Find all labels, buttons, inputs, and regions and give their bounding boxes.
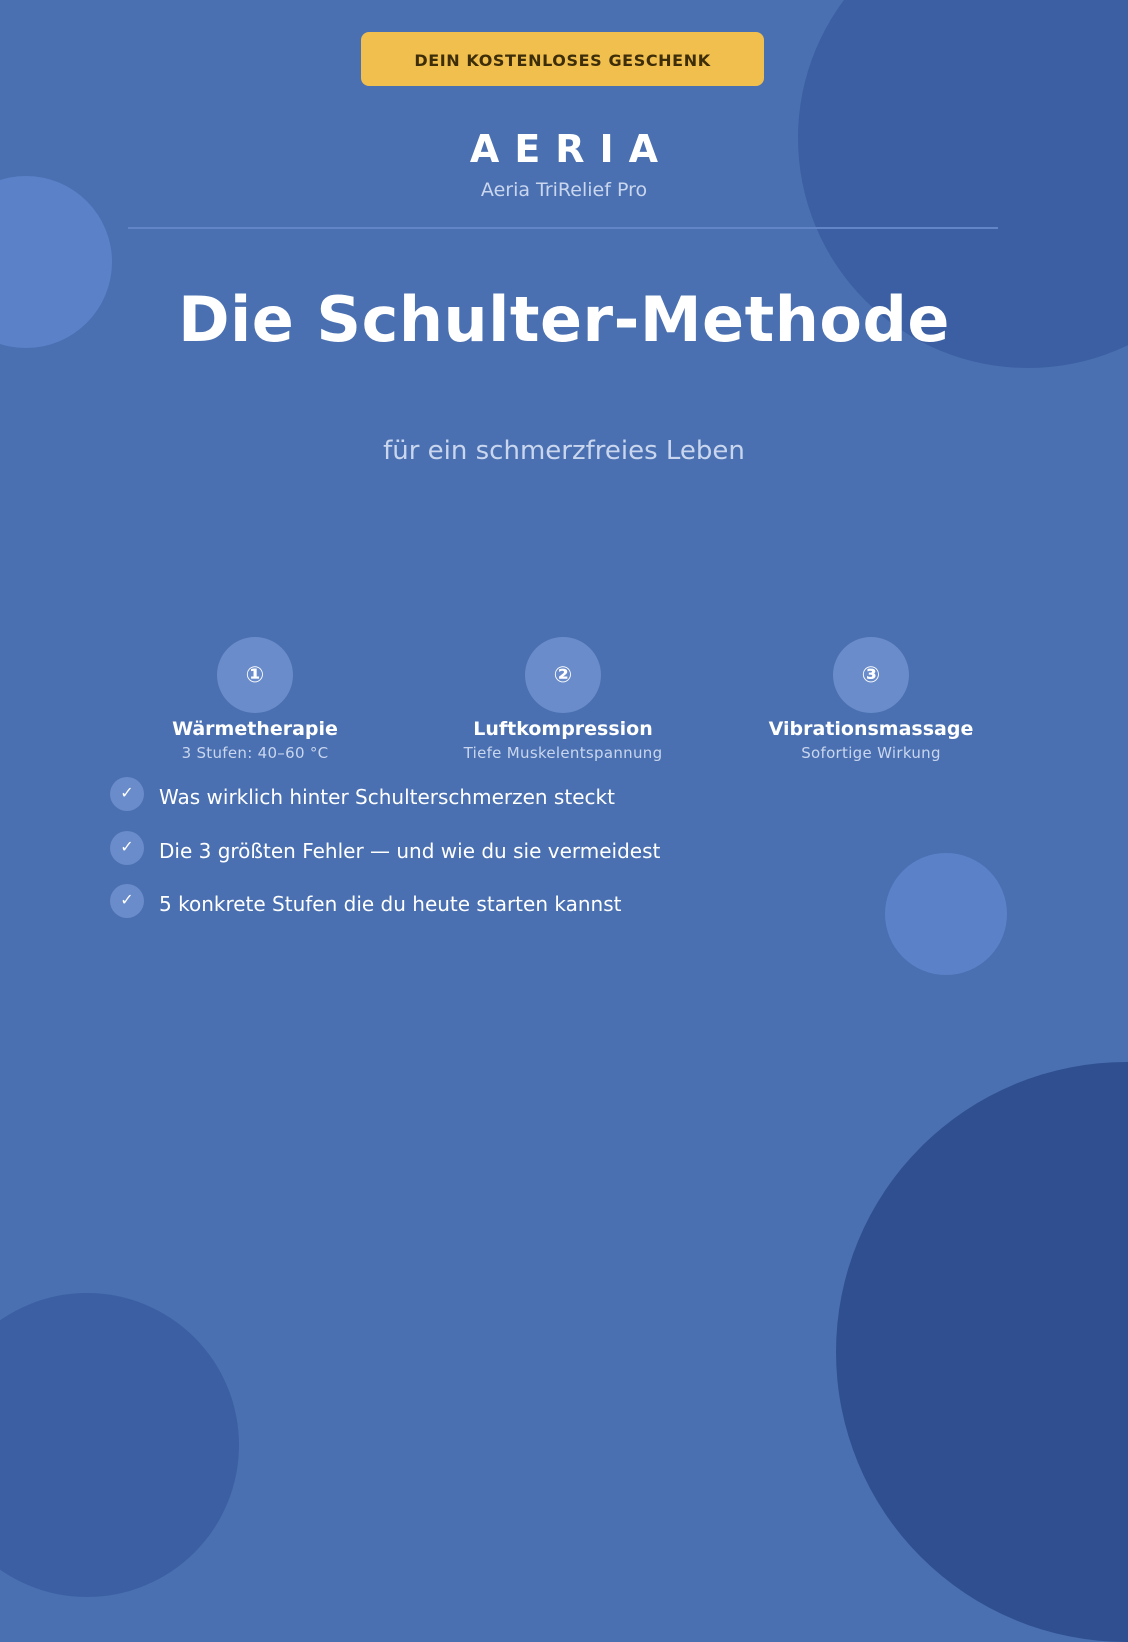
benefits-checklist <box>110 777 870 938</box>
feature-item-air-compression <box>409 637 717 763</box>
list-item <box>110 831 870 865</box>
brand-logo: AERIA <box>469 127 674 171</box>
feature-number-badge: ① <box>217 637 293 713</box>
checkmark-icon: ✓ <box>110 884 144 918</box>
feature-description: Sofortige Wirkung <box>801 744 941 762</box>
product-name: Aeria TriRelief Pro <box>480 179 648 201</box>
feature-item-vibration-massage <box>717 637 1025 763</box>
feature-description: Tiefe Muskelentspannung <box>463 744 663 762</box>
feature-title: Luftkompression <box>473 718 653 740</box>
list-item-text: 5 konkrete Stufen die du heute starten kannst <box>159 891 622 916</box>
feature-number-badge: ② <box>525 637 601 713</box>
list-item-text: Was wirklich hinter Schulterschmerzen steckt <box>159 784 615 809</box>
list-item <box>110 777 870 811</box>
feature-description: 3 Stufen: 40–60 °C <box>181 744 329 762</box>
decorative-circle-bottom-left <box>0 1293 239 1597</box>
decorative-circle-bottom-right <box>836 1062 1128 1642</box>
feature-item-heat-therapy <box>101 637 409 763</box>
page-title: Die Schulter-Methode <box>178 283 950 356</box>
checkmark-icon: ✓ <box>110 777 144 811</box>
feature-list <box>0 637 1128 767</box>
feature-title: Vibrationsmassage <box>768 718 974 740</box>
list-item <box>110 884 870 918</box>
feature-title: Wärmetherapie <box>172 718 338 740</box>
feature-number-badge: ③ <box>833 637 909 713</box>
gift-badge: DEIN KOSTENLOSES GESCHENK <box>361 32 764 86</box>
decorative-circle-small-right <box>885 853 1007 975</box>
header-divider <box>128 227 998 229</box>
page-subtitle: für ein schmerzfreies Leben <box>383 436 745 466</box>
list-item-text: Die 3 größten Fehler — und wie du sie vermeidest <box>159 838 661 863</box>
checkmark-icon: ✓ <box>110 831 144 865</box>
